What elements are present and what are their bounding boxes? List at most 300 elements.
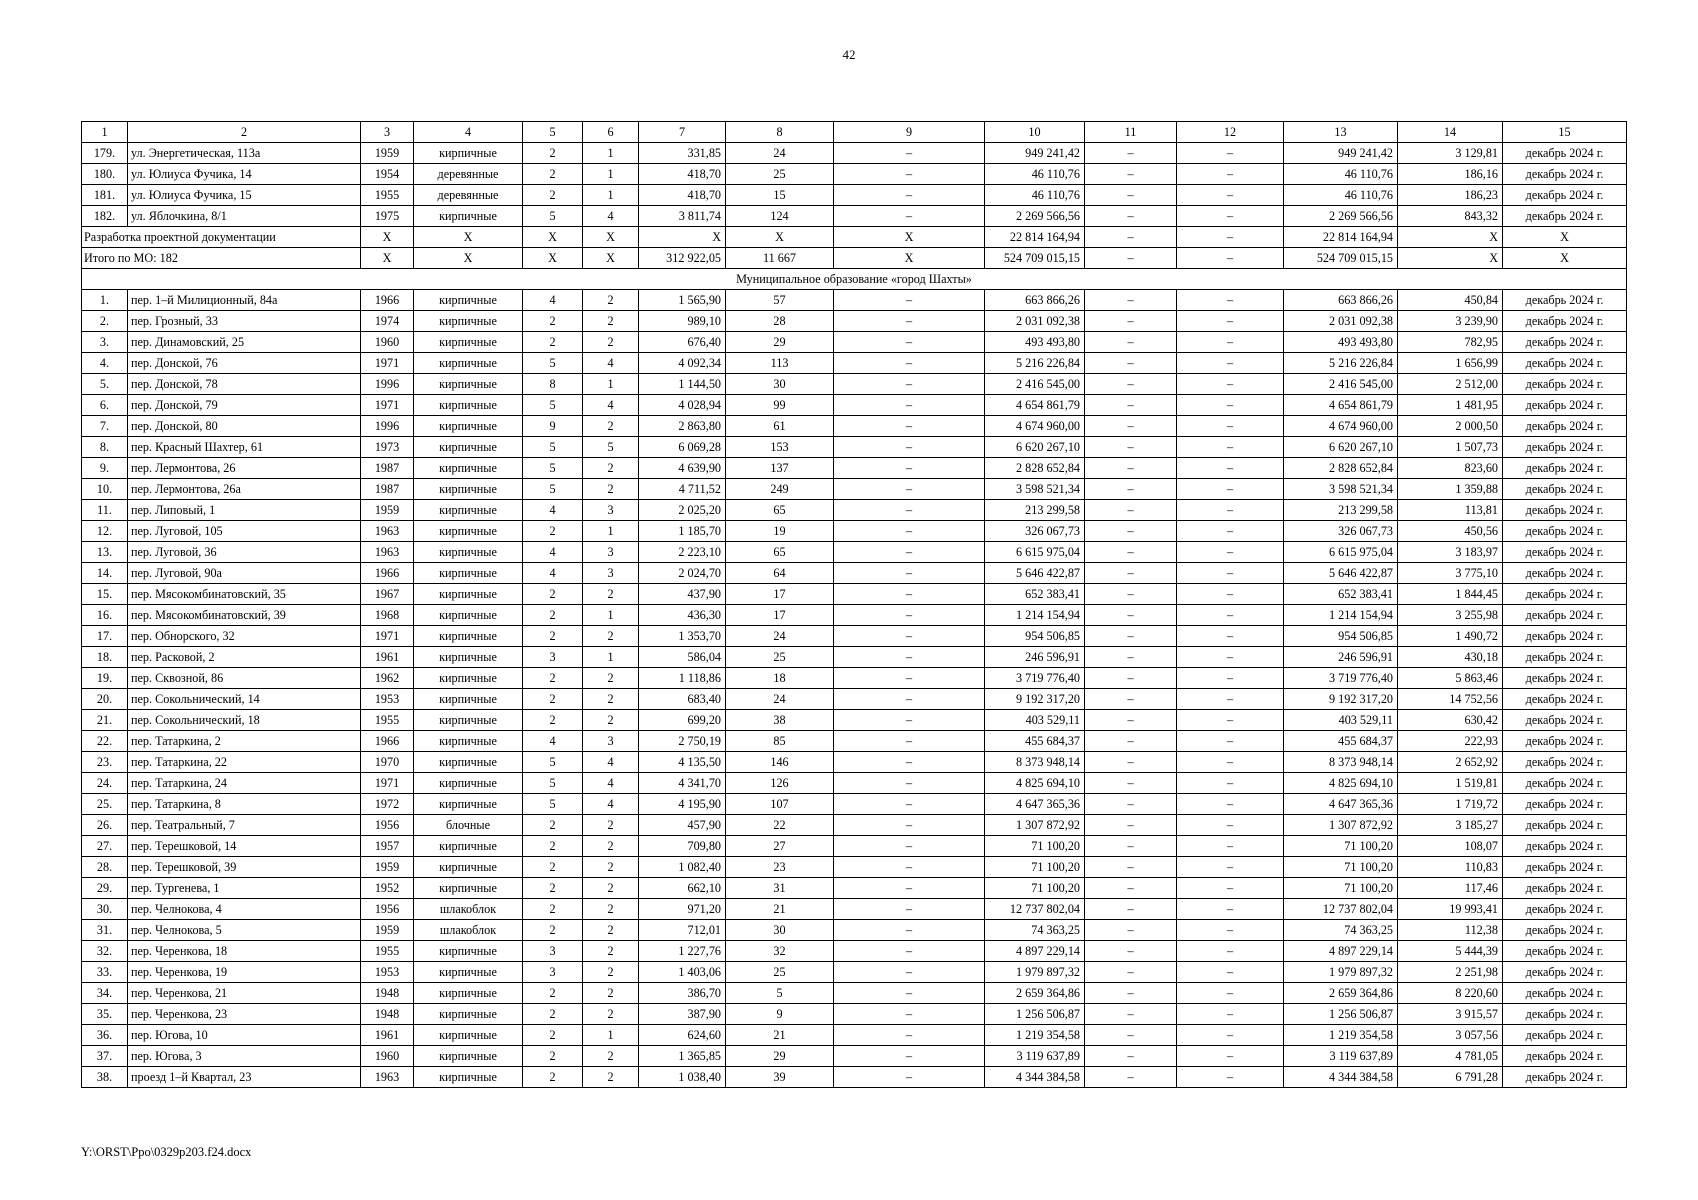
table-cell: 5 bbox=[523, 395, 583, 416]
table-cell: 1971 bbox=[361, 353, 414, 374]
table-cell: – bbox=[1085, 689, 1177, 710]
table-cell: 32 bbox=[726, 941, 834, 962]
table-cell: 1975 bbox=[361, 206, 414, 227]
table-cell: 2 bbox=[523, 311, 583, 332]
table-cell: 74 363,25 bbox=[985, 920, 1085, 941]
table-cell: 2 bbox=[583, 416, 639, 437]
table-cell: пер. Мясокомбинатовский, 35 bbox=[128, 584, 361, 605]
table-cell: 85 bbox=[726, 731, 834, 752]
table-cell: – bbox=[1085, 962, 1177, 983]
table-cell: 57 bbox=[726, 290, 834, 311]
table-cell: пер. Театральный, 7 bbox=[128, 815, 361, 836]
table-row bbox=[82, 983, 1627, 1004]
table-cell: пер. Черенкова, 23 bbox=[128, 1004, 361, 1025]
table-cell: декабрь 2024 г. bbox=[1503, 731, 1627, 752]
table-cell: 4 654 861,79 bbox=[1284, 395, 1398, 416]
table-cell: 2 bbox=[583, 458, 639, 479]
table-cell: – bbox=[834, 479, 985, 500]
table-cell: 6 791,28 bbox=[1398, 1067, 1503, 1088]
table-cell: деревянные bbox=[414, 185, 523, 206]
table-cell: пер. Донской, 78 bbox=[128, 374, 361, 395]
table-cell: 71 100,20 bbox=[985, 878, 1085, 899]
table-row bbox=[82, 1025, 1627, 1046]
table-cell: кирпичные bbox=[414, 878, 523, 899]
table-cell: – bbox=[1177, 731, 1284, 752]
table-cell: 455 684,37 bbox=[1284, 731, 1398, 752]
table-cell: 8 373 948,14 bbox=[985, 752, 1085, 773]
table-cell: 8 373 948,14 bbox=[1284, 752, 1398, 773]
table-cell: 38 bbox=[726, 710, 834, 731]
table-cell: 22 bbox=[726, 815, 834, 836]
table-cell: 2 bbox=[523, 605, 583, 626]
table-cell: – bbox=[1177, 374, 1284, 395]
summary-cell: 22 814 164,94 bbox=[985, 227, 1085, 248]
table-cell: 1 365,85 bbox=[639, 1046, 726, 1067]
table-cell: 712,01 bbox=[639, 920, 726, 941]
table-cell: 1970 bbox=[361, 752, 414, 773]
table-cell: – bbox=[1085, 815, 1177, 836]
table-cell: 4 344 384,58 bbox=[985, 1067, 1085, 1088]
table-cell: – bbox=[1177, 353, 1284, 374]
table-cell: 1956 bbox=[361, 899, 414, 920]
table-row bbox=[82, 962, 1627, 983]
table-cell: 1960 bbox=[361, 1046, 414, 1067]
table-row bbox=[82, 374, 1627, 395]
table-cell: 2 bbox=[523, 836, 583, 857]
table-cell: 23. bbox=[82, 752, 128, 773]
summary-cell: X bbox=[523, 248, 583, 269]
table-cell: 2 bbox=[523, 983, 583, 1004]
header-cell: 4 bbox=[414, 122, 523, 143]
table-cell: кирпичные bbox=[414, 458, 523, 479]
table-cell: 2 251,98 bbox=[1398, 962, 1503, 983]
table-cell: – bbox=[1177, 479, 1284, 500]
table-cell: 1 bbox=[583, 1025, 639, 1046]
table-cell: 4 674 960,00 bbox=[985, 416, 1085, 437]
table-cell: 676,40 bbox=[639, 332, 726, 353]
table-cell: кирпичные bbox=[414, 479, 523, 500]
table-cell: 46 110,76 bbox=[985, 164, 1085, 185]
table-cell: декабрь 2024 г. bbox=[1503, 857, 1627, 878]
table-cell: 5 bbox=[583, 437, 639, 458]
table-cell: 2 bbox=[583, 1004, 639, 1025]
table-cell: 6. bbox=[82, 395, 128, 416]
table-cell: декабрь 2024 г. bbox=[1503, 962, 1627, 983]
table-cell: шлакоблок bbox=[414, 920, 523, 941]
table-cell: 2 bbox=[523, 920, 583, 941]
table-cell: 146 bbox=[726, 752, 834, 773]
header-cell: 6 bbox=[583, 122, 639, 143]
table-cell: 1 519,81 bbox=[1398, 773, 1503, 794]
table-cell: 2 bbox=[523, 899, 583, 920]
table-cell: 1963 bbox=[361, 521, 414, 542]
table-cell: кирпичные bbox=[414, 731, 523, 752]
table-cell: 3 239,90 bbox=[1398, 311, 1503, 332]
table-cell: 2 863,80 bbox=[639, 416, 726, 437]
table-cell: 2 bbox=[583, 710, 639, 731]
table-row bbox=[82, 458, 1627, 479]
table-cell: 1953 bbox=[361, 962, 414, 983]
table-cell: 2 652,92 bbox=[1398, 752, 1503, 773]
table-cell: ул. Яблочкина, 8/1 bbox=[128, 206, 361, 227]
table-cell: кирпичные bbox=[414, 605, 523, 626]
table-cell: пер. Луговой, 90а bbox=[128, 563, 361, 584]
table-cell: 17. bbox=[82, 626, 128, 647]
table-cell: 23 bbox=[726, 857, 834, 878]
table-cell: 1953 bbox=[361, 689, 414, 710]
table-cell: 2 bbox=[523, 521, 583, 542]
table-cell: 2 bbox=[523, 143, 583, 164]
table-cell: 30. bbox=[82, 899, 128, 920]
table-cell: проезд 1–й Квартал, 23 bbox=[128, 1067, 361, 1088]
table-cell: пер. Тургенева, 1 bbox=[128, 878, 361, 899]
table-cell: – bbox=[1177, 626, 1284, 647]
table-cell: – bbox=[834, 185, 985, 206]
summary-label: Итого по МО: 182 bbox=[82, 248, 361, 269]
table-cell: 450,56 bbox=[1398, 521, 1503, 542]
summary-cell: X bbox=[1398, 248, 1503, 269]
table-cell: 4 bbox=[583, 353, 639, 374]
header-cell: 5 bbox=[523, 122, 583, 143]
table-cell: пер. Лермонтова, 26 bbox=[128, 458, 361, 479]
summary-label: Разработка проектной документации bbox=[82, 227, 361, 248]
header-cell: 9 bbox=[834, 122, 985, 143]
table-cell: – bbox=[1177, 710, 1284, 731]
table-cell: 1963 bbox=[361, 542, 414, 563]
table-cell: декабрь 2024 г. bbox=[1503, 584, 1627, 605]
table-cell: 8 220,60 bbox=[1398, 983, 1503, 1004]
table-cell: пер. Татаркина, 24 bbox=[128, 773, 361, 794]
table-cell: пер. Грозный, 33 bbox=[128, 311, 361, 332]
summary-cell: 22 814 164,94 bbox=[1284, 227, 1398, 248]
table-row bbox=[82, 605, 1627, 626]
table-cell: 113,81 bbox=[1398, 500, 1503, 521]
table-cell: 630,42 bbox=[1398, 710, 1503, 731]
table-cell: 6 620 267,10 bbox=[1284, 437, 1398, 458]
table-cell: 29 bbox=[726, 1046, 834, 1067]
table-cell: 2 659 364,86 bbox=[1284, 983, 1398, 1004]
table-cell: – bbox=[1177, 794, 1284, 815]
table-cell: 2 bbox=[523, 710, 583, 731]
table-cell: 18. bbox=[82, 647, 128, 668]
table-cell: 4 674 960,00 bbox=[1284, 416, 1398, 437]
table-cell: 46 110,76 bbox=[985, 185, 1085, 206]
table-cell: 949 241,42 bbox=[1284, 143, 1398, 164]
table-cell: декабрь 2024 г. bbox=[1503, 479, 1627, 500]
table-cell: 1971 bbox=[361, 773, 414, 794]
table-cell: 5 646 422,87 bbox=[985, 563, 1085, 584]
summary-cell: X bbox=[414, 248, 523, 269]
table-cell: декабрь 2024 г. bbox=[1503, 752, 1627, 773]
table-cell: – bbox=[1085, 584, 1177, 605]
table-cell: 25. bbox=[82, 794, 128, 815]
table-cell: 430,18 bbox=[1398, 647, 1503, 668]
table-row bbox=[82, 878, 1627, 899]
table-cell: – bbox=[834, 941, 985, 962]
table-cell: 2 bbox=[523, 1067, 583, 1088]
table-cell: 652 383,41 bbox=[1284, 584, 1398, 605]
table-cell: декабрь 2024 г. bbox=[1503, 647, 1627, 668]
table-cell: 954 506,85 bbox=[1284, 626, 1398, 647]
table-cell: 5 216 226,84 bbox=[1284, 353, 1398, 374]
table-cell: пер. Татаркина, 2 bbox=[128, 731, 361, 752]
table-cell: 99 bbox=[726, 395, 834, 416]
table-cell: декабрь 2024 г. bbox=[1503, 185, 1627, 206]
summary-cell: X bbox=[361, 227, 414, 248]
table-cell: – bbox=[834, 584, 985, 605]
table-cell: 27 bbox=[726, 836, 834, 857]
total-row bbox=[82, 248, 1627, 269]
table-cell: 3 bbox=[523, 941, 583, 962]
table-cell: 33. bbox=[82, 962, 128, 983]
table-cell: – bbox=[1085, 164, 1177, 185]
table-cell: 24. bbox=[82, 773, 128, 794]
table-cell: – bbox=[834, 164, 985, 185]
table-cell: 2 bbox=[583, 836, 639, 857]
table-row bbox=[82, 185, 1627, 206]
table-cell: – bbox=[834, 899, 985, 920]
table-cell: 2 bbox=[583, 941, 639, 962]
table-cell: – bbox=[834, 836, 985, 857]
table-cell: пер. Лермонтова, 26а bbox=[128, 479, 361, 500]
table-cell: 2 bbox=[583, 332, 639, 353]
table-cell: 11. bbox=[82, 500, 128, 521]
table-cell: 12 737 802,04 bbox=[985, 899, 1085, 920]
table-row bbox=[82, 689, 1627, 710]
table-cell: кирпичные bbox=[414, 1004, 523, 1025]
table-cell: – bbox=[1085, 500, 1177, 521]
table-cell: 4 781,05 bbox=[1398, 1046, 1503, 1067]
table-cell: 24 bbox=[726, 689, 834, 710]
table-cell: кирпичные bbox=[414, 689, 523, 710]
table-cell: 8 bbox=[523, 374, 583, 395]
housing-register-table bbox=[81, 121, 1627, 1088]
table-cell: 30 bbox=[726, 374, 834, 395]
table-cell: 29. bbox=[82, 878, 128, 899]
table-cell: – bbox=[1085, 1046, 1177, 1067]
table-cell: 2 bbox=[583, 311, 639, 332]
table-cell: – bbox=[1177, 647, 1284, 668]
table-cell: 1 bbox=[583, 185, 639, 206]
table-cell: 2 bbox=[523, 332, 583, 353]
table-cell: – bbox=[1085, 836, 1177, 857]
table-cell: 9 192 317,20 bbox=[1284, 689, 1398, 710]
table-cell: 26. bbox=[82, 815, 128, 836]
table-cell: – bbox=[834, 983, 985, 1004]
table-cell: – bbox=[1085, 416, 1177, 437]
table-cell: 3 598 521,34 bbox=[1284, 479, 1398, 500]
table-cell: 24 bbox=[726, 626, 834, 647]
table-cell: 949 241,42 bbox=[985, 143, 1085, 164]
table-cell: 1955 bbox=[361, 941, 414, 962]
table-cell: – bbox=[1085, 563, 1177, 584]
table-cell: 2 750,19 bbox=[639, 731, 726, 752]
table-cell: 31. bbox=[82, 920, 128, 941]
table-cell: 823,60 bbox=[1398, 458, 1503, 479]
summary-cell: X bbox=[523, 227, 583, 248]
table-cell: 624,60 bbox=[639, 1025, 726, 1046]
table-row bbox=[82, 920, 1627, 941]
table-cell: кирпичные bbox=[414, 710, 523, 731]
table-cell: – bbox=[1177, 311, 1284, 332]
table-cell: 699,20 bbox=[639, 710, 726, 731]
table-cell: – bbox=[1085, 521, 1177, 542]
table-cell: 2 269 566,56 bbox=[985, 206, 1085, 227]
table-cell: кирпичные bbox=[414, 416, 523, 437]
table-cell: – bbox=[1085, 290, 1177, 311]
table-cell: 1954 bbox=[361, 164, 414, 185]
table-cell: 1 bbox=[583, 164, 639, 185]
table-cell: пер. Челнокова, 4 bbox=[128, 899, 361, 920]
table-cell: 663 866,26 bbox=[1284, 290, 1398, 311]
table-cell: 186,16 bbox=[1398, 164, 1503, 185]
table-row bbox=[82, 647, 1627, 668]
table-cell: блочные bbox=[414, 815, 523, 836]
table-cell: декабрь 2024 г. bbox=[1503, 794, 1627, 815]
table-cell: 4 bbox=[523, 500, 583, 521]
table-cell: 4 639,90 bbox=[639, 458, 726, 479]
table-cell: 12 737 802,04 bbox=[1284, 899, 1398, 920]
table-cell: – bbox=[1177, 689, 1284, 710]
file-path-footer: Y:\ORST\Ppo\0329p203.f24.docx bbox=[81, 1145, 252, 1159]
table-cell: – bbox=[834, 731, 985, 752]
table-cell: – bbox=[1177, 605, 1284, 626]
summary-cell: X bbox=[834, 248, 985, 269]
table-cell: 843,32 bbox=[1398, 206, 1503, 227]
table-cell: 12. bbox=[82, 521, 128, 542]
table-cell: – bbox=[1177, 773, 1284, 794]
table-row bbox=[82, 899, 1627, 920]
table-cell: 1966 bbox=[361, 290, 414, 311]
summary-cell: X bbox=[639, 227, 726, 248]
table-cell: – bbox=[1177, 920, 1284, 941]
table-cell: пер. Луговой, 36 bbox=[128, 542, 361, 563]
table-cell: кирпичные bbox=[414, 794, 523, 815]
table-cell: 2 025,20 bbox=[639, 500, 726, 521]
table-cell: 3 255,98 bbox=[1398, 605, 1503, 626]
table-cell: декабрь 2024 г. bbox=[1503, 899, 1627, 920]
table-row bbox=[82, 941, 1627, 962]
table-cell: 1 214 154,94 bbox=[985, 605, 1085, 626]
table-cell: 450,84 bbox=[1398, 290, 1503, 311]
summary-cell: X bbox=[1503, 227, 1627, 248]
table-cell: 126 bbox=[726, 773, 834, 794]
table-cell: декабрь 2024 г. bbox=[1503, 815, 1627, 836]
table-cell: 403 529,11 bbox=[1284, 710, 1398, 731]
table-cell: 331,85 bbox=[639, 143, 726, 164]
table-cell: кирпичные bbox=[414, 584, 523, 605]
table-cell: декабрь 2024 г. bbox=[1503, 983, 1627, 1004]
table-cell: декабрь 2024 г. bbox=[1503, 395, 1627, 416]
table-cell: 989,10 bbox=[639, 311, 726, 332]
header-cell: 14 bbox=[1398, 122, 1503, 143]
table-cell: шлакоблок bbox=[414, 899, 523, 920]
table-cell: – bbox=[1085, 185, 1177, 206]
table-cell: – bbox=[1085, 374, 1177, 395]
table-row bbox=[82, 815, 1627, 836]
table-cell: 1962 bbox=[361, 668, 414, 689]
table-cell: 1 307 872,92 bbox=[985, 815, 1085, 836]
table-cell: 1961 bbox=[361, 647, 414, 668]
table-cell: – bbox=[834, 794, 985, 815]
table-cell: 61 bbox=[726, 416, 834, 437]
table-cell: 3 129,81 bbox=[1398, 143, 1503, 164]
table-cell: 34. bbox=[82, 983, 128, 1004]
table-cell: – bbox=[1177, 143, 1284, 164]
table-row bbox=[82, 332, 1627, 353]
table-cell: 4 647 365,36 bbox=[1284, 794, 1398, 815]
table-cell: – bbox=[834, 521, 985, 542]
table-cell: кирпичные bbox=[414, 542, 523, 563]
table-cell: – bbox=[1085, 668, 1177, 689]
table-cell: 2 416 545,00 bbox=[1284, 374, 1398, 395]
table-cell: кирпичные bbox=[414, 1046, 523, 1067]
table-cell: – bbox=[834, 206, 985, 227]
table-cell: 1. bbox=[82, 290, 128, 311]
table-cell: – bbox=[1177, 962, 1284, 983]
table-cell: – bbox=[1085, 794, 1177, 815]
table-cell: 4 654 861,79 bbox=[985, 395, 1085, 416]
table-cell: пер. Челнокова, 5 bbox=[128, 920, 361, 941]
table-cell: 1 979 897,32 bbox=[1284, 962, 1398, 983]
table-cell: – bbox=[834, 815, 985, 836]
table-cell: деревянные bbox=[414, 164, 523, 185]
table-cell: – bbox=[1085, 1004, 1177, 1025]
table-row bbox=[82, 1004, 1627, 1025]
table-cell: декабрь 2024 г. bbox=[1503, 1004, 1627, 1025]
header-cell: 11 bbox=[1085, 122, 1177, 143]
table-cell: 4 135,50 bbox=[639, 752, 726, 773]
table-cell: 1 565,90 bbox=[639, 290, 726, 311]
table-cell: – bbox=[834, 395, 985, 416]
table-cell: 17 bbox=[726, 584, 834, 605]
table-cell: 2 bbox=[583, 668, 639, 689]
table-cell: – bbox=[1085, 542, 1177, 563]
table-cell: декабрь 2024 г. bbox=[1503, 605, 1627, 626]
table-cell: 4 825 694,10 bbox=[1284, 773, 1398, 794]
table-row bbox=[82, 206, 1627, 227]
table-cell: 246 596,91 bbox=[1284, 647, 1398, 668]
table-cell: – bbox=[834, 332, 985, 353]
table-cell: 2 bbox=[583, 899, 639, 920]
table-cell: 9. bbox=[82, 458, 128, 479]
table-cell: 4 092,34 bbox=[639, 353, 726, 374]
header-cell: 1 bbox=[82, 122, 128, 143]
table-cell: кирпичные bbox=[414, 143, 523, 164]
table-cell: 2 bbox=[523, 857, 583, 878]
table-cell: 2 bbox=[523, 626, 583, 647]
table-cell: декабрь 2024 г. bbox=[1503, 143, 1627, 164]
table-cell: 2 bbox=[583, 626, 639, 647]
table-cell: 19 993,41 bbox=[1398, 899, 1503, 920]
table-cell: декабрь 2024 г. bbox=[1503, 206, 1627, 227]
table-cell: 38. bbox=[82, 1067, 128, 1088]
table-cell: – bbox=[1085, 878, 1177, 899]
header-cell: 8 bbox=[726, 122, 834, 143]
table-cell: – bbox=[834, 710, 985, 731]
table-cell: 3 bbox=[583, 563, 639, 584]
table-cell: 2 bbox=[583, 962, 639, 983]
table-cell: 1 359,88 bbox=[1398, 479, 1503, 500]
table-cell: – bbox=[1177, 1067, 1284, 1088]
table-cell: кирпичные bbox=[414, 206, 523, 227]
table-cell: 186,23 bbox=[1398, 185, 1503, 206]
table-cell: 1967 bbox=[361, 584, 414, 605]
table-cell: декабрь 2024 г. bbox=[1503, 1046, 1627, 1067]
table-row bbox=[82, 1067, 1627, 1088]
table-cell: 2 416 545,00 bbox=[985, 374, 1085, 395]
table-row bbox=[82, 542, 1627, 563]
